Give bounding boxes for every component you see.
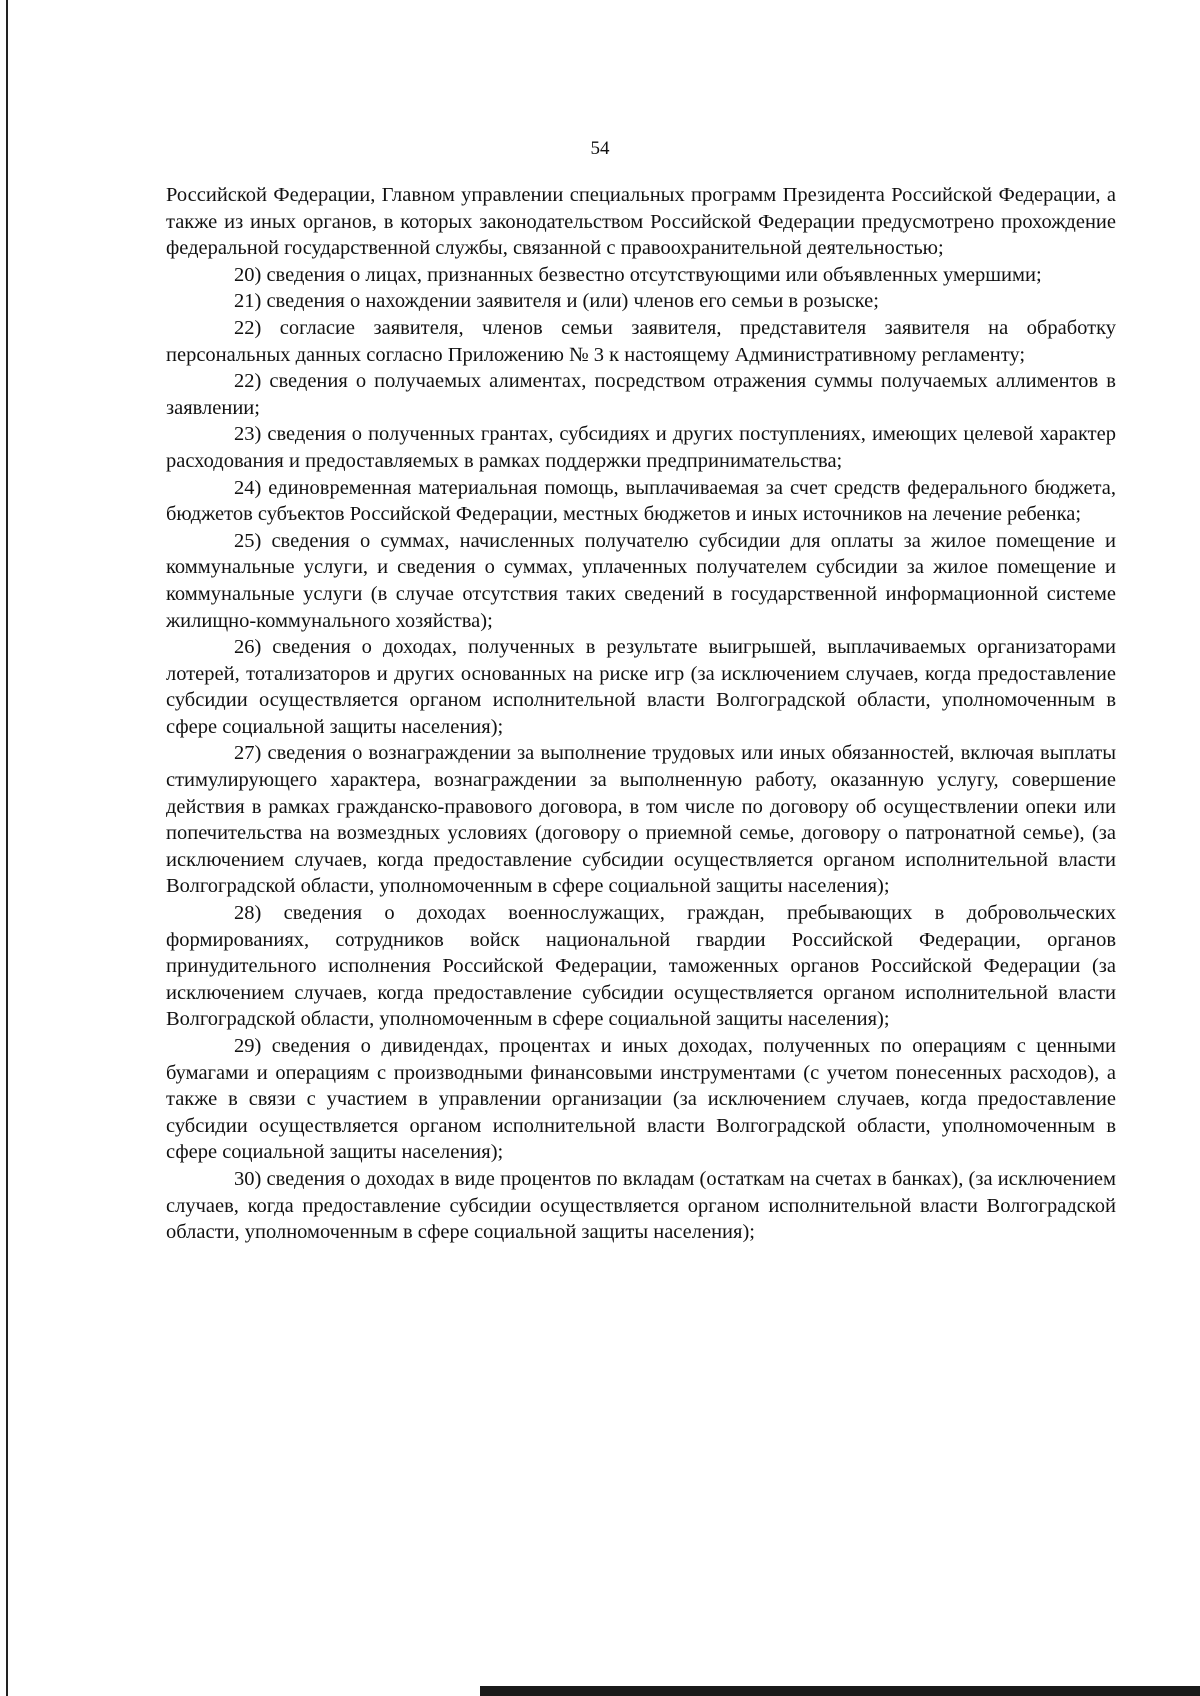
scan-bottom-edge	[480, 1686, 1200, 1696]
paragraph-item-27: 27) сведения о вознаграждении за выполнение трудовых или иных обязанностей, включая выплаты стимулирующего характера, вознаграждении за выполненную работу, оказанную услугу, совершение действия в рамках гражданско-правового договора, в том числе по договору об осуществлении опеки или попечительства на возмездных условиях (договору о приемной семье, договору о патронатной семье), (за исключением случаев, когда предоставление субсидии осуществляется органом исполнительной власти Волгоградской области, уполномоченным в сфере социальной защиты населения);	[166, 742, 1116, 898]
paragraph-item-22-consent: 22) согласие заявителя, членов семьи заявителя, представителя заявителя на обработку персональных данных согласно Приложению № 3 к настоящему Административному регламенту;	[166, 316, 1116, 366]
paragraph-item-26: 26) сведения о доходах, полученных в результате выигрышей, выплачиваемых организаторами лотерей, тотализаторов и других основанных на риске игр (за исключением случаев, когда предоставление субсидии осуществляется органом исполнительной власти Волгоградской области, уполномоченным в сфере социальной защиты населения);	[166, 636, 1116, 738]
paragraph-item-21: 21) сведения о нахождении заявителя и (или) членов его семьи в розыске;	[234, 290, 879, 313]
paragraph-intro: Российской Федерации, Главном управлении специальных программ Президента Российской Федерации, а также из иных органов, в которых законодательством Российской Федерации предусмотрено прохождение федеральной государственной службы, связанной с правоохранительной деятельностью;	[166, 184, 1116, 260]
page-number: 54	[590, 138, 610, 159]
paragraph-item-28: 28) сведения о доходах военнослужащих, граждан, пребывающих в добровольческих формированиях, сотрудников войск национальной гвардии Российской Федерации, органов принудительного исполнения Российской Федерации, таможенных органов Российской Федерации (за исключением случаев, когда предоставление субсидии осуществляется органом исполнительной власти Волгоградской области, уполномоченным в сфере социальной защиты населения);	[166, 902, 1116, 1031]
paragraph-item-24: 24) единовременная материальная помощь, выплачиваемая за счет средств федерального бюджета, бюджетов субъектов Российской Федерации, местных бюджетов и иных источников на лечение ребенка;	[166, 476, 1116, 526]
paragraph-item-25: 25) сведения о суммах, начисленных получателю субсидии для оплаты за жилое помещение и коммунальные услуги, и сведения о суммах, уплаченных получателем субсидии за жилое помещение и коммунальные услуги (в случае отсутствия таких сведений в государственной информационной системе жилищно-коммунального хозяйства);	[166, 529, 1116, 632]
scan-left-edge	[6, 0, 8, 1696]
paragraph-item-22-alimony: 22) сведения о получаемых алиментах, посредством отражения суммы получаемых аллиментов в заявлении;	[166, 370, 1116, 419]
paragraph-item-20: 20) сведения о лицах, признанных безвестно отсутствующими или объявленных умершими;	[234, 263, 1042, 286]
document-body	[166, 182, 1116, 1246]
paragraph-item-30: 30) сведения о доходах в виде процентов по вкладам (остаткам на счетах в банках), (за исключением случаев, когда предоставление субсидии осуществляется органом исполнительной власти Волгоградской области, уполномоченным в сфере социальной защиты населения);	[166, 1167, 1116, 1244]
paragraph-item-23: 23) сведения о полученных грантах, субсидиях и других поступлениях, имеющих целевой характер расходования и предоставляемых в рамках поддержки предпринимательства;	[166, 423, 1116, 472]
paragraph-item-29: 29) сведения о дивидендах, процентах и иных доходах, полученных по операциям с ценными бумагами и операциям с производными финансовыми инструментами (с учетом понесенных расходов), а также в связи с участием в управлении организации (за исключением случаев, когда предоставление субсидии осуществляется органом исполнительной власти Волгоградской области, уполномоченным в сфере социальной защиты населения);	[166, 1035, 1116, 1164]
